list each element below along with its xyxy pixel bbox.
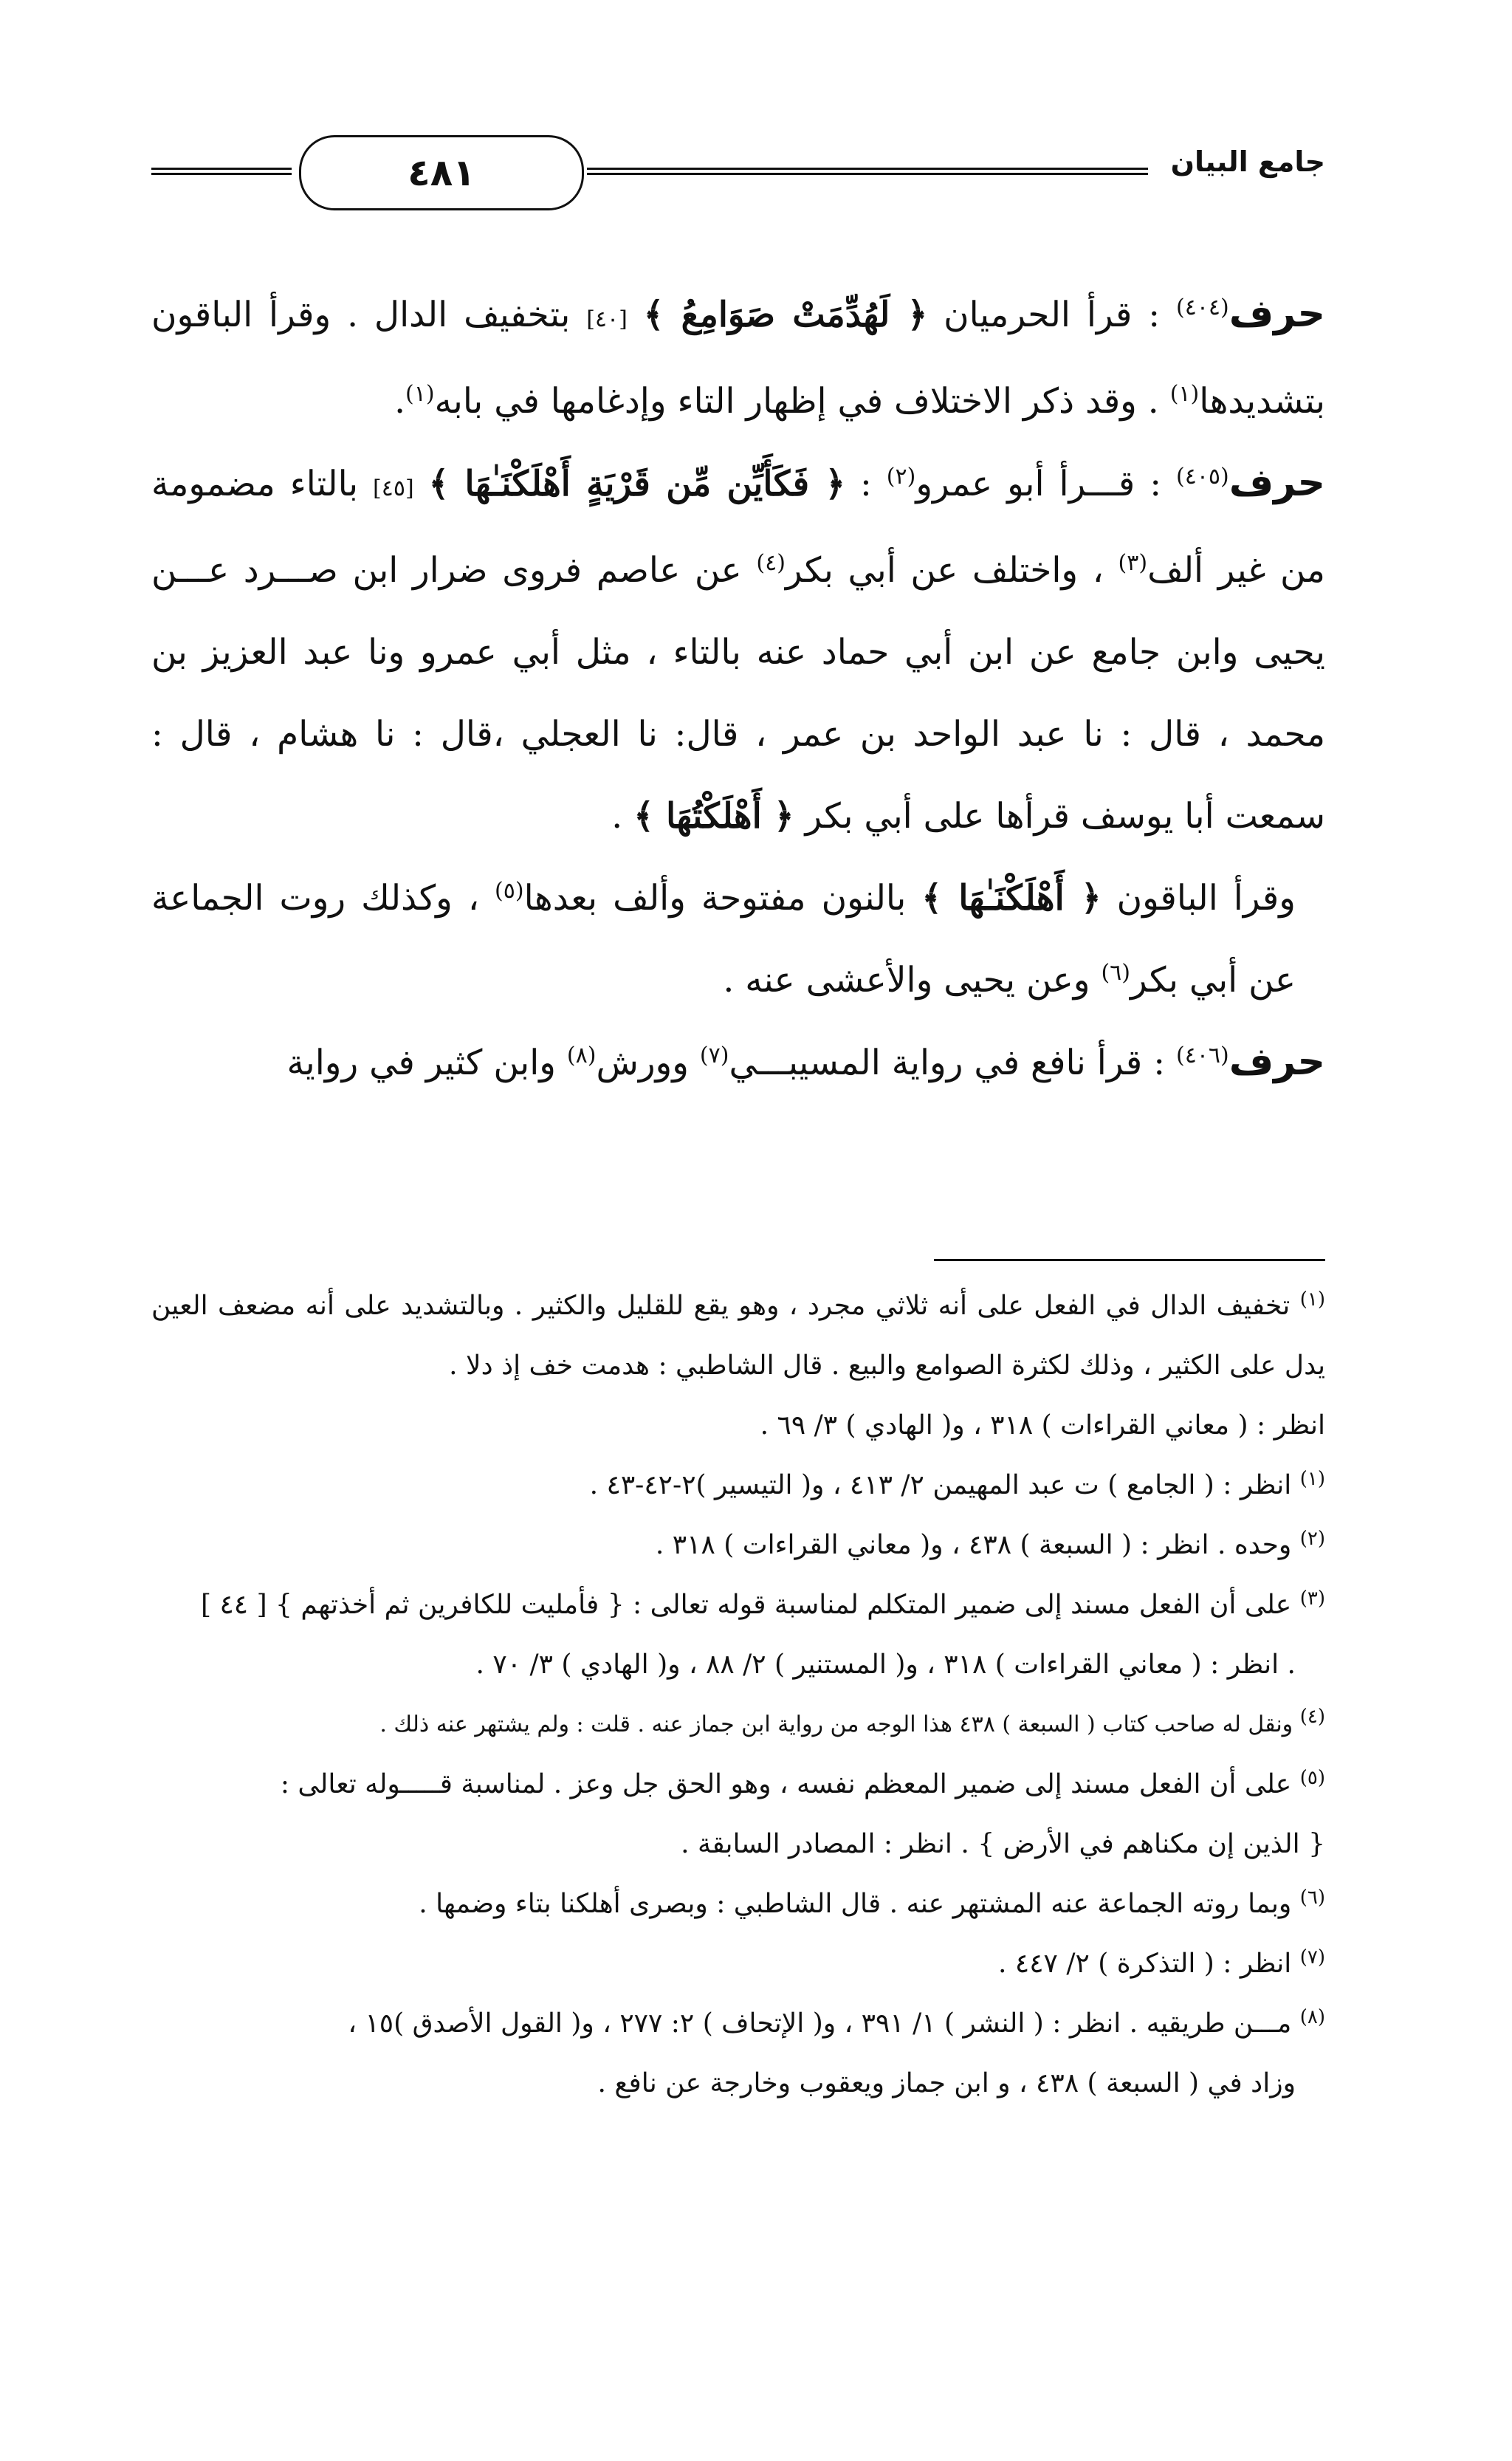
footnote-text: انظر : ( الجامع ) ت عبد المهيمن ٢/ ٤١٣ ، و( التيسير )٢-٤٢-٤٣ . (589, 1470, 1292, 1500)
entry-number: (٤٠٤) (1175, 295, 1229, 320)
harf-label: حرف (1228, 1040, 1325, 1084)
text-run: بتخفيف الدال . وقرأ الباقون بتشديدها (151, 295, 1325, 422)
header-rule-right (587, 168, 1148, 175)
footnote-ref: (٨) (566, 1043, 597, 1068)
footnote-mark: (٥) (1299, 1767, 1325, 1789)
footnote-6 (151, 1874, 1325, 1934)
text-run: . (394, 381, 406, 422)
footnote-2 (151, 1515, 1325, 1575)
footnote-mark: (٤) (1299, 1706, 1325, 1728)
entry-406 (151, 1021, 1325, 1104)
entry-number: (٤٠٦) (1175, 1043, 1229, 1068)
footnote-text: { الذين إن مكناهم في الأرض } . انظر : المصادر السابقة . (681, 1829, 1325, 1859)
text-run: وعن يحيى والأعشى عنه . (723, 960, 1090, 1000)
text-run: : (859, 464, 872, 504)
footnote-mark: (١) (1299, 1468, 1325, 1490)
text-run: وقرأ الباقون (1116, 878, 1296, 919)
footnote-mark: (١) (1299, 1288, 1325, 1311)
main-text (151, 273, 1325, 1104)
footnote-5-continued (151, 1814, 1325, 1874)
text-run: بالتاء مضمومة من غير ألف (151, 464, 1325, 591)
footnote-text: وحده . انظر : ( السبعة ) ٤٣٨ ، و( معاني القراءات ) ٣١٨ . (655, 1530, 1292, 1560)
footnote-3-source (151, 1635, 1325, 1695)
footnote-ref: (٢) (886, 464, 916, 490)
footnote-8-continued (151, 2053, 1325, 2113)
text-run: ، وكذلك روت الجماعة عن أبي بكر (151, 878, 1296, 1000)
footnote-text: على أن الفعل مسند إلى ضمير المتكلم لمناسبة قوله تعالى : { فأمليت للكافرين ثم أخذتهم } [ ٤٤ ] (200, 1590, 1292, 1620)
header-rule-left (151, 168, 292, 175)
quran-verse: ﴿ أَهْلَكْنَـٰهَا ﴾ (921, 878, 1102, 919)
footnote-text: . انظر : ( معاني القراءات ) ٣١٨ ، و( المستنير ) ٢/ ٨٨ ، و( الهادي ) ٣/ ٧٠ . (475, 1650, 1296, 1680)
footnote-8 (151, 1994, 1325, 2053)
harf-label: حرف (1228, 461, 1325, 505)
footnote-text: على أن الفعل مسند إلى ضمير المعظم نفسه ، وهو الحق جل وعز . لمناسبة قـــــوله تعالى : (280, 1769, 1292, 1799)
footnotes (151, 1276, 1325, 2113)
page-number: ٤٨١ (408, 151, 475, 194)
footnote-mark: (٣) (1299, 1588, 1325, 1610)
harf-label: حرف (1228, 292, 1325, 336)
verse-ref: [٤٥] (372, 476, 414, 501)
text-run: . وقد ذكر الاختلاف في إظهار التاء وإدغامها في بابه (434, 381, 1159, 422)
footnote-text: انظر : ( التذكرة ) ٢/ ٤٤٧ . (997, 1949, 1292, 1979)
footnote-ref: (٥) (495, 878, 524, 904)
page-number-frame (299, 135, 584, 210)
footnote-1-source (151, 1396, 1325, 1455)
text-run: عن عاصم فروى ضرار ابن صـــرد عـــن يحيى وابن جامع عن ابن أبي حماد عنه بالتاء ، مثل أبي عمرو ونا عبد العزيز بن محمد ، قال : نا عبد الواحد بن عمر ، قال: نا العجلي ،قال : نا هشام ، قال : سمعت أبا يوسف قرأها على أبي بكر (151, 550, 1325, 837)
footnote-4 (151, 1695, 1325, 1754)
footnote-divider (934, 1259, 1325, 1261)
footnote-text: وزاد في ( السبعة ) ٤٣٨ ، و ابن جماز ويعقوب وخارجة عن نافع . (597, 2068, 1296, 2098)
book-title: جامع البيان (1170, 145, 1325, 178)
entry-405 (151, 442, 1325, 857)
footnote-mark: (٦) (1299, 1887, 1325, 1909)
footnote-1b (151, 1455, 1325, 1515)
footnote-ref: (١) (1169, 381, 1200, 407)
footnote-mark: (٢) (1299, 1528, 1325, 1550)
footnote-text: ونقل له صاحب كتاب ( السبعة ) ٤٣٨ هذا الوجه من رواية ابن جماز عنه . قلت : ولم يشتهر عنه ذلك . (379, 1712, 1293, 1737)
text-run: وابن كثير في رواية (286, 1043, 556, 1083)
footnote-ref: (١) (405, 381, 435, 407)
text-run: . (611, 796, 623, 837)
text-run: وورش (596, 1043, 689, 1083)
footnote-ref: (٤) (756, 550, 786, 576)
footnote-ref: (٦) (1101, 960, 1131, 986)
footnote-text: وبما روته الجماعة عنه المشتهر عنه . قال الشاطبي : وبصرى أهلكنا بتاء وضمها . (419, 1889, 1292, 1919)
footnote-text: تخفيف الدال في الفعل على أنه ثلاثي مجرد ، وهو يقع للقليل والكثير . وبالتشديد على أنه مضعف العين يدل على الكثير ، وذلك لكثرة الصوامع والبيع . قال الشاطبي : هدمت خف إذ دلا . (151, 1291, 1325, 1381)
page-header (151, 129, 1325, 218)
footnote-1 (151, 1276, 1325, 1396)
verse-ref: [٤٠] (586, 306, 628, 332)
footnote-7 (151, 1934, 1325, 1994)
footnote-ref: (٣) (1118, 550, 1148, 576)
entry-405-continued (151, 857, 1325, 1021)
entry-404 (151, 273, 1325, 442)
quran-verse: ﴿ فَكَأَيِّن مِّن قَرْيَةٍ أَهْلَكْنَـٰهَا ﴾ (428, 464, 846, 504)
text-run: بالنون مفتوحة وألف بعدها (523, 878, 907, 919)
footnote-3 (151, 1575, 1325, 1635)
quran-verse: ﴿ أَهْلَكْتُهَا ﴾ (633, 796, 794, 837)
footnote-ref: (٧) (699, 1043, 729, 1068)
footnote-mark: (٧) (1299, 1946, 1325, 1969)
footnote-mark: (٨) (1299, 2006, 1325, 2028)
text-run: : قرأ نافع في رواية المسيبـــي (729, 1043, 1166, 1083)
footnote-text: مـــن طريقيه . انظر : ( النشر ) ١/ ٣٩١ ، و( الإتحاف ) ٢: ٢٧٧ ، و( القول الأصدق )١٥ ، (348, 2008, 1292, 2039)
quran-verse: ﴿ لَهُدِّمَتْ صَوَامِعُ ﴾ (643, 295, 928, 335)
footnote-text: انظر : ( معاني القراءات ) ٣١٨ ، و( الهادي ) ٣/ ٦٩ . (760, 1410, 1325, 1441)
entry-number: (٤٠٥) (1175, 464, 1229, 490)
text-run: ، واختلف عن أبي بكر (785, 550, 1104, 591)
text-run: : قرأ الحرميان (944, 295, 1161, 335)
text-run: : قـــرأ أبو عمرو (915, 464, 1162, 504)
footnote-5 (151, 1754, 1325, 1814)
